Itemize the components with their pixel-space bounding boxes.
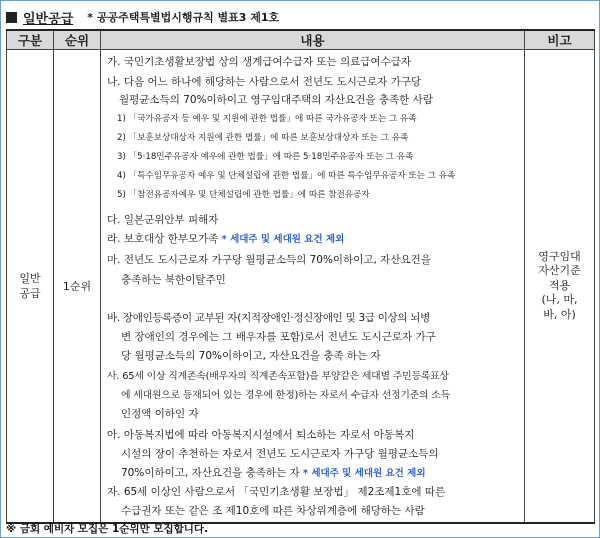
item-ra	[107, 231, 344, 246]
supply-table	[6, 29, 595, 524]
footer-note: ※ 금회 예비자 모집은 1순위만 모집합니다.	[6, 523, 209, 535]
item-ma-line: 충족하는 북한이탈주민	[121, 274, 226, 286]
col-header-rank: 순위	[54, 30, 101, 50]
item-a-line: 시설의 장이 추천하는 자로서 전년도 도시근로자 가구당 월평균소득의	[121, 448, 439, 460]
item-sa-line: 에 세대원으로 등재되어 있는 경우에 한정)하는 자로서 수급자 선정기준의 소득	[121, 390, 450, 401]
item-a-text: 70%이하이고, 자산요건을 충족하는 자	[121, 467, 300, 479]
rank-cell: 1순위	[54, 50, 101, 524]
table-header-row	[7, 30, 595, 50]
subitem-2: 2) 「보훈보상대상자 지원에 관한 법률」에 따른 보훈보상대상자 또는 그 유족	[117, 133, 409, 143]
remarks-cell	[525, 50, 595, 524]
remarks-line: (나, 마,	[541, 293, 578, 307]
item-sa-line: 인정액 이하인 자	[121, 408, 199, 420]
item-a-line	[121, 465, 426, 480]
section-header	[6, 6, 279, 28]
subitem-4: 4) 「특수임무유공자 예우 및 단체설립에 관한 법률」에 따른 특수임무유공자 또는 그 유족	[117, 171, 456, 181]
col-header-content: 내용	[101, 30, 525, 50]
item-a-note: * 세대주 및 세대원 요건 제외	[303, 468, 426, 479]
section-title: 일반공급	[23, 11, 74, 27]
col-header-remarks: 비고	[525, 30, 595, 50]
remarks-line: 바, 아)	[543, 307, 576, 321]
subitem-1: 1) 「국가유공자 등 예우 및 지원에 관한 법률」에 따른 국가유공자 또는 그 유족	[117, 114, 417, 124]
item-ra-note: * 세대주 및 세대원 요건 제외	[221, 234, 345, 245]
square-bullet-icon	[6, 12, 17, 23]
subitem-3: 3) 「5·18민주유공자 예우에 관한 법률」에 따른 5·18민주유공자 또는 그 유족	[117, 152, 414, 162]
item-ga: 가. 국민기초생활보장법 상의 생계급여수급자 또는 의료급여수급자	[107, 56, 412, 68]
category-line: 공급	[19, 287, 41, 300]
item-na-line: 나. 다음 어느 하나에 해당하는 사람으로서 전년도 도시근로자 가구당	[107, 76, 422, 88]
item-ja-line: 수급권자 또는 같은 조 제10호에 따른 차상위계층에 해당하는 사람	[121, 505, 425, 517]
legal-reference-note: * 공공주택특별법시행규칙 별표3 제1호	[87, 11, 280, 24]
content-cell	[101, 50, 525, 524]
remarks-line: 자산기준	[538, 264, 581, 278]
subitem-5: 5) 「참전유공자예우 및 단체설립에 관한 법률」에 따른 참전유공자	[117, 190, 370, 200]
item-na-line: 월평균소득의 70%이하이고 영구임대주택의 자산요건을 충족한 사람	[119, 94, 433, 106]
item-ba-line: 변 장애인의 경우에는 그 배우자를 포함)로서 전년도 도시근로자 가구	[121, 331, 436, 343]
category-line: 일반	[19, 272, 41, 285]
item-ba-line: 당 월평균소득의 70%이하이고, 자산요건을 충족 하는 자	[121, 350, 381, 362]
item-a-line: 아. 아동복지법에 따라 아동복지시설에서 퇴소하는 자로서 아동복지	[107, 429, 415, 441]
item-ja-line: 자. 65세 이상인 사람으로서 「국민기초생활 보장법」 제2조제1호에 따른	[107, 486, 446, 498]
remarks-line: 적용	[548, 278, 571, 292]
col-header-category: 구분	[7, 30, 54, 50]
category-cell	[7, 50, 54, 524]
item-ra-text: 라. 보호대상 한부모가족	[107, 233, 219, 245]
remarks-line: 영구임대	[538, 249, 581, 263]
item-da: 다. 일본군위안부 피해자	[107, 214, 219, 226]
table-row	[7, 50, 595, 524]
item-ma-line: 마. 전년도 도시근로자 가구당 월평균소득의 70%이하이고, 자산요건을	[107, 254, 431, 266]
item-sa-line: 사. 65세 이상 직계존속(배우자의 직계존속포함)을 부양같은 세대별 주민등록표상	[107, 371, 449, 382]
item-ba-line: 바. 장애인등록증이 교부된 자(지적장애인·정신장애인 및 3급 이상의 뇌병	[107, 312, 430, 324]
